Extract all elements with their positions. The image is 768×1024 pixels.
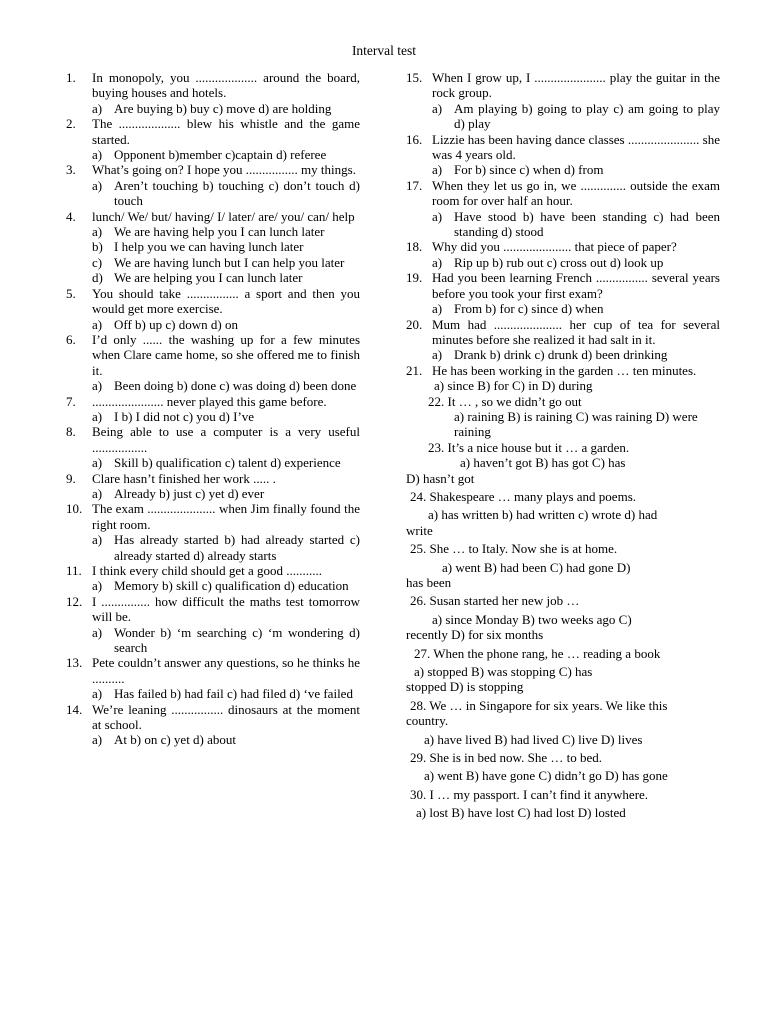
options-27: a) stopped B) was stopping C) has [414,664,593,680]
options-27-cont: stopped D) is stopping [406,679,524,695]
question-16: 16. Lizzie has been having dance classes ...................... she was 4 years old. [406,131,720,163]
options-16: a) For b) since c) when d) from [432,162,604,178]
left-column [66,70,360,748]
question-22: 22. It … , so we didn’t go out [428,393,582,409]
options-29: a) went B) have gone C) didn’t go D) has gone [424,768,668,784]
right-column [406,70,720,821]
options-7: a) I b) I did not c) you d) I’ve [92,408,255,424]
options-24-cont: write [406,522,433,538]
options-15: a) Am playing b) going to play c) am going to play d) play [432,100,720,132]
question-28-cont: country. [406,713,449,729]
options-26-cont: recently D) for six months [406,627,544,643]
question-15: 15. When I grow up, I ...................... play the guitar in the rock group. [406,70,720,101]
options-22: a) raining B) is raining C) was raining D) were raining [454,408,698,440]
options-5: a) Off b) up c) down d) on [92,316,238,332]
question-12: 12. I ............... how difficult the maths test tomorrow will be. [66,593,360,625]
question-7: 7. ...................... never played this game before. [66,393,327,409]
question-1: 1. In monopoly, you ................... around the board, buying houses and hotels. [66,70,360,101]
options-25: a) went B) had been C) had gone D) [442,559,631,575]
question-8: 8. Being able to use a computer is a very useful ................. [66,424,360,455]
options-2: a) Opponent b)member c)captain d) referee [92,147,327,163]
page-title: Interval test [351,43,417,58]
options-13: a) Has failed b) had fail c) had filed d) ‘ve failed [92,686,353,702]
options-1: a) Are buying b) buy c) move d) are holding [92,100,332,116]
question-4: 4. lunch/ We/ but/ having/ I/ later/ are/ you/ can/ help [66,208,355,224]
question-30: 30. I … my passport. I can’t find it anywhere. [410,786,649,802]
question-27: 27. When the phone rang, he … reading a book [414,645,661,661]
options-25-cont: has been [406,575,452,590]
question-5: 5. You should take ................ a sport and then you would get more exercise. [66,285,360,317]
options-30: a) lost B) have lost C) had lost D) losted [416,805,626,821]
question-6: 6. I’d only ...... the washing up for a few minutes when Clare came home, so she offered me to finish it. [66,331,360,378]
options-12: a) Wonder b) ‘m searching c) ‘m wondering d) search [92,624,360,656]
question-19: 19. Had you been learning French ................ several years before you took your first exam? [406,270,720,301]
options-3: a) Aren’t touching b) touching c) don’t touch d) touch [92,177,360,209]
options-4d: d) We are helping you I can lunch later [92,270,303,286]
options-23: a) haven’t got B) has got C) has [460,455,626,471]
question-14: 14. We’re leaning ................ dinosaurs at the moment at school. [66,701,360,733]
question-28: 28. We … in Singapore for six years. We like this [410,697,668,713]
question-10: 10. The exam ..................... when Jim finally found the right room. [66,501,360,532]
options-28: a) have lived B) had lived C) live D) lives [424,731,643,747]
options-4b: b) I help you we can having lunch later [92,239,304,255]
options-17: a) Have stood b) have been standing c) had been standing d) stood [432,208,720,240]
options-19: a) From b) for c) since d) when [432,301,604,317]
question-11: 11. I think every child should get a good ........... [66,563,322,578]
options-21: a) since B) for C) in D) during [434,378,593,394]
options-6: a) Been doing b) done c) was doing d) been done [92,378,357,394]
question-9: 9. Clare hasn’t finished her work ..... . [66,470,276,486]
options-23-cont: D) hasn’t got [406,470,475,486]
question-18: 18. Why did you ..................... that piece of paper? [406,239,677,255]
options-20: a) Drank b) drink c) drunk d) been drinking [432,347,668,363]
question-2: 2. The ................... blew his whistle and the game started. [66,116,360,147]
question-26: 26. Susan started her new job … [410,593,580,609]
question-17: 17. When they let us go in, we .............. outside the exam room for over half an hour. [406,177,720,209]
question-20: 20. Mum had ..................... her cup of tea for several minutes before she realized it had salt in it. [406,316,720,347]
options-8: a) Skill b) qualification c) talent d) experience [92,455,341,471]
options-11: a) Memory b) skill c) qualification d) education [92,578,349,594]
question-29: 29. She is in bed now. She … to bed. [410,750,602,766]
question-13: 13. Pete couldn’t answer any questions, so he thinks he .......... [66,655,360,686]
options-14: a) At b) on c) yet d) about [92,732,237,748]
options-4a: a) We are having help you I can lunch later [92,224,325,240]
options-18: a) Rip up b) rub out c) cross out d) look up [432,254,664,270]
question-21: 21. He has been working in the garden … ten minutes. [406,362,697,378]
options-24: a) has written b) had written c) wrote d) had [428,507,658,523]
question-3: 3. What’s going on? I hope you ................ my things. [66,162,356,178]
options-10: a) Has already started b) had already started c) already started d) already starts [92,532,360,563]
options-4c: c) We are having lunch but I can help you later [92,254,345,270]
options-9: a) Already b) just c) yet d) ever [92,485,265,501]
question-23: 23. It’s a nice house but it … a garden. [428,439,630,455]
question-25: 25. She … to Italy. Now she is at home. [410,541,618,557]
question-24: 24. Shakespeare … many plays and poems. [410,488,637,504]
options-26: a) since Monday B) two weeks ago C) [432,611,632,627]
